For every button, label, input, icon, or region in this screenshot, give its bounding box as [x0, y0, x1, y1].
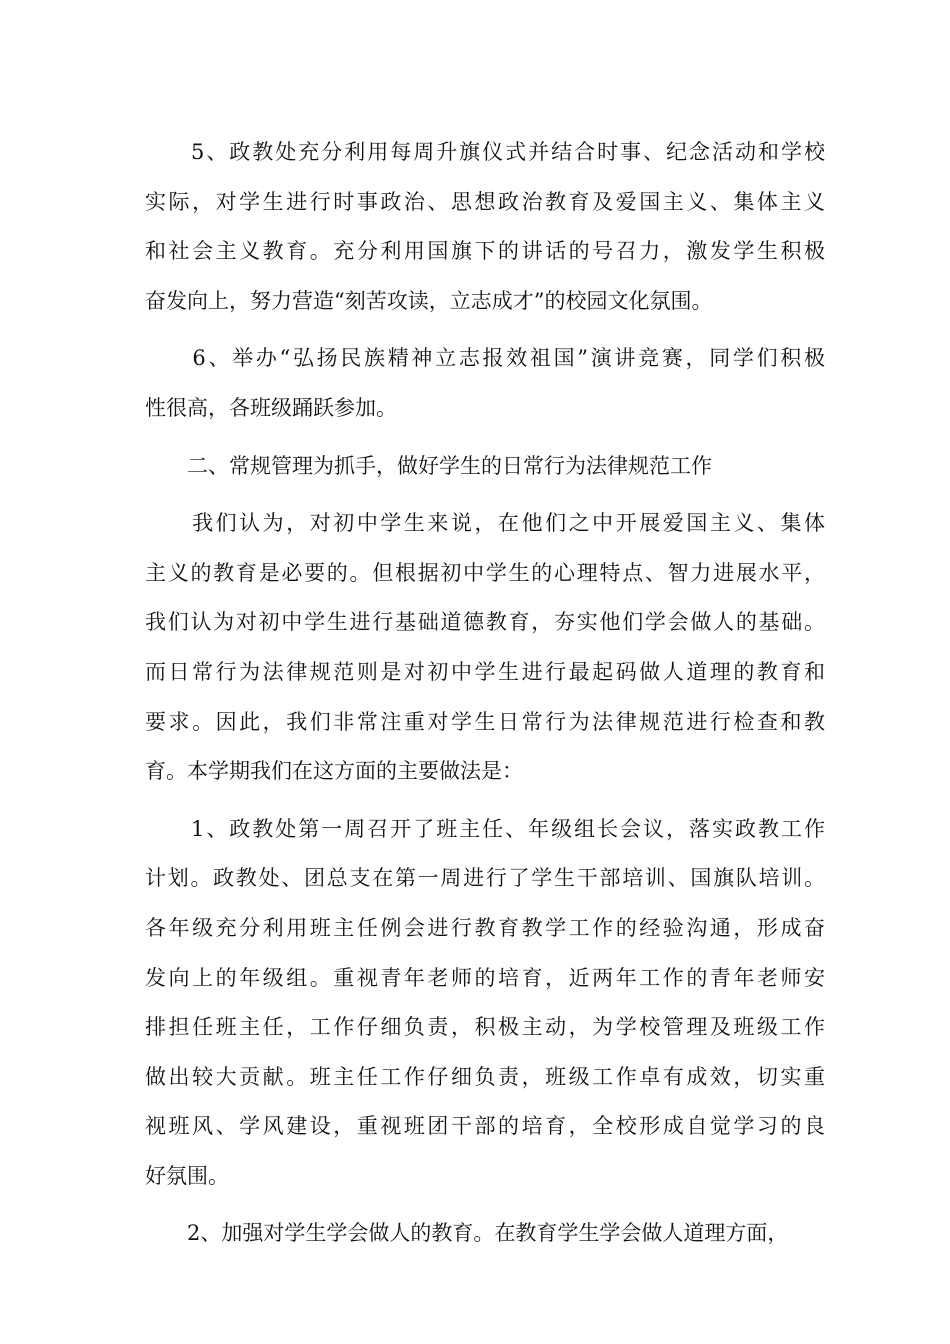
text-line: 计划。政教处、团总支在第一周进行了学生干部培训、国旗队培训。 [145, 866, 825, 891]
text-line: 1、政教处第一周召开了班主任、年级组长会议，落实政教工作 [145, 816, 825, 841]
text-line: 6、举办“弘扬民族精神立志报效祖国”演讲竞赛，同学们积极 [145, 346, 825, 371]
text-line: 奋发向上，努力营造“刻苦攻读，立志成才”的校园文化氛围。 [145, 288, 713, 313]
section-heading [145, 442, 825, 492]
text-line: 我们认为对初中学生进行基础道德教育，夯实他们学会做人的基础。 [145, 610, 825, 635]
paragraph-gap [145, 797, 825, 805]
text-line: 视班风、学风建设，重视班团干部的培育，全校形成自觉学习的良 [145, 1114, 825, 1139]
text-line: 5、政教处充分利用每周升旗仪式并结合时事、纪念活动和学校 [145, 140, 825, 164]
document-body [145, 128, 825, 1259]
paragraph-gap [145, 434, 825, 442]
text-line: 而日常行为法律规范则是对初中学生进行最起码做人道理的教育和 [145, 659, 825, 684]
text-line: 实际，对学生进行时事政治、思想政治教育及爱国主义、集体主义 [145, 189, 825, 214]
paragraph-intro [145, 499, 825, 797]
paragraph-item-2 [145, 1209, 825, 1259]
text-line: 和社会主义教育。充分利用国旗下的讲话的号召力，激发学生积极 [145, 239, 825, 264]
text-line: 发向上的年级组。重视青年老师的培育，近两年工作的青年老师安 [145, 965, 825, 990]
text-line: 要求。因此，我们非常注重对学生日常行为法律规范进行检查和教 [145, 709, 825, 734]
paragraph-item-5 [145, 128, 825, 326]
text-line: 我们认为，对初中学生来说，在他们之中开展爱国主义、集体 [145, 511, 825, 536]
text-line: 主义的教育是必要的。但根据初中学生的心理特点、智力进展水平， [145, 560, 825, 585]
paragraph-item-1 [145, 805, 825, 1202]
text-line: 各年级充分利用班主任例会进行教育教学工作的经验沟通，形成奋 [145, 915, 825, 940]
text-line: 做出较大贡献。班主任工作仔细负责，班级工作卓有成效，切实重 [145, 1064, 825, 1089]
text-line: 2、加强对学生学会做人的教育。在教育学生学会做人道理方面， [145, 1221, 789, 1246]
paragraph-gap [145, 1201, 825, 1209]
text-line: 性很高，各班级踊跃参加。 [145, 395, 397, 420]
paragraph-item-6 [145, 334, 825, 433]
paragraph-gap [145, 491, 825, 499]
text-line: 育。本学期我们在这方面的主要做法是： [145, 759, 523, 784]
text-line: 好氛围。 [145, 1163, 229, 1188]
paragraph-gap [145, 326, 825, 334]
text-line: 排担任班主任，工作仔细负责，积极主动，为学校管理及班级工作 [145, 1015, 825, 1040]
text-line: 二、常规管理为抓手，做好学生的日常行为法律规范工作 [145, 453, 712, 478]
